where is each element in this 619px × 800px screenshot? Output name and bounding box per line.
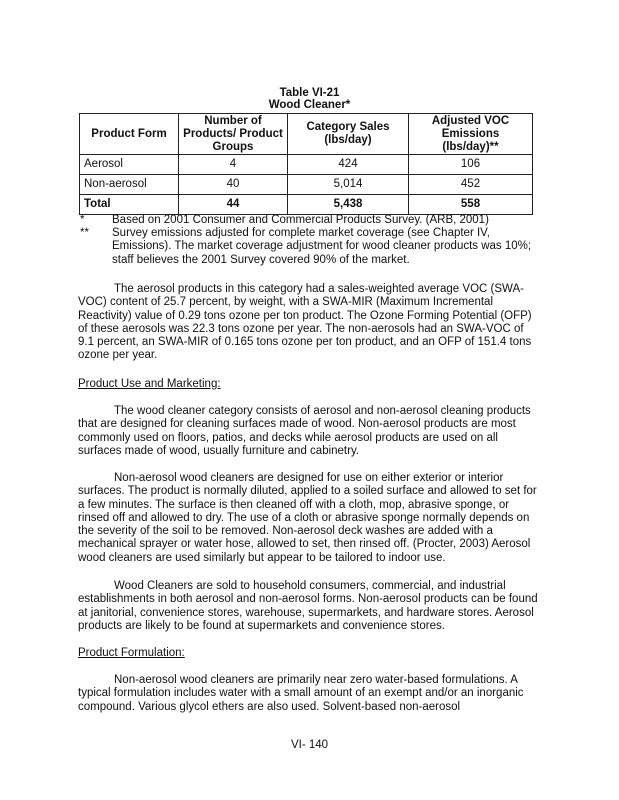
col-header-number-of-products: Number of Products/ Product Groups	[179, 114, 288, 155]
cell-voc: 558	[409, 195, 533, 215]
paragraph-non-aerosol-use: Non-aerosol wood cleaners are designed for use on either exterior or interior surfaces. The product is normally diluted, applied to a soiled surface and allowed to set for a few minutes. The surface is then cleaned off with a cloth, mop, abrasive sponge, or rinsed off and allowed to dry. The use of a cloth or abrasive sponge normally depends on the severity of the soil to be removed. Non-aerosol deck washes are added with a mechanical sprayer or water hose, allowed to set, then rinsed off. (Procter, 2003) Aerosol wood cleaners are used similarly but appear to be tailored to indoor use.	[78, 472, 537, 564]
cell-number: 40	[179, 175, 288, 195]
table-number: Table VI-21	[279, 87, 340, 99]
paragraph-formulation: Non-aerosol wood cleaners are primarily near zero water-based formulations. A typical formulation includes water with a small amount of an exempt and/or an inorganic compound. Various glycol ethers are also used. Solvent-based non-aerosol	[78, 674, 524, 713]
cell-sales: 424	[288, 155, 409, 175]
col-header-product-form: Product Form	[80, 114, 179, 155]
footnote	[80, 214, 540, 227]
cell-number: 44	[179, 195, 288, 215]
paragraph-sales-channels: Wood Cleaners are sold to household consumers, commercial, and industrial establishments in both aerosol and non-aerosol forms. Non-aerosol products can be found at janitorial, convenience stores, warehouse, supermarkets, and hardware stores. Aerosol products are likely to be found at supermarkets and convenience stores.	[78, 580, 538, 632]
cell-voc: 106	[409, 155, 533, 175]
col-header-category-sales: Category Sales (lbs/day)	[288, 114, 409, 155]
footnote	[80, 227, 540, 267]
table-total-row	[80, 195, 533, 215]
heading-product-use: Product Use and Marketing:	[78, 378, 221, 390]
table-header-row	[80, 114, 533, 155]
footnote-text: Survey emissions adjusted for complete market coverage (see Chapter IV, Emissions). The market coverage adjustment for wood cleaner products was 10%; staff believes the 2001 Survey covered 90% of the market.	[112, 227, 532, 266]
paragraph-aerosol-voc: The aerosol products in this category had a sales-weighted average VOC (SWA-VOC) content of 25.7 percent, by weight, with a SWA-MIR (Maximum Incremental Reactivity) value of 0.29 tons ozone per ton product. The Ozone Forming Potential (OFP) of these aerosols was 22.3 tons ozone per year. The non-aerosols had an SWA-VOC of 9.1 percent, an SWA-MIR of 0.165 tons ozone per ton product, and an OFP of 151.4 tons ozone per year.	[78, 283, 532, 362]
footnotes	[80, 214, 540, 267]
cell-voc: 452	[409, 175, 533, 195]
table-row	[80, 155, 533, 175]
paragraph-category: The wood cleaner category consists of aerosol and non-aerosol cleaning products that are designed for cleaning surfaces made of wood. Non-aerosol products are most commonly used on floors, patios, and decks while aerosol products are used on all surfaces made of wood, usually furniture and cabinetry.	[78, 405, 531, 457]
footnote-text: Based on 2001 Consumer and Commercial Products Survey. (ARB, 2001)	[112, 214, 489, 226]
heading-product-formulation: Product Formulation:	[78, 647, 185, 659]
cell-product-form: Non-aerosol	[80, 175, 179, 195]
cell-number: 4	[179, 155, 288, 175]
footnote-mark: **	[80, 227, 89, 240]
page-number: VI- 140	[290, 739, 329, 751]
cell-product-form: Total	[80, 195, 179, 215]
table-caption: Wood Cleaner*	[268, 99, 351, 111]
col-header-adjusted-voc: Adjusted VOC Emissions (lbs/day)**	[409, 114, 533, 155]
cell-sales: 5,014	[288, 175, 409, 195]
footnote-mark: *	[80, 214, 85, 226]
table-row	[80, 175, 533, 195]
wood-cleaner-table	[79, 113, 533, 215]
cell-sales: 5,438	[288, 195, 409, 215]
cell-product-form: Aerosol	[80, 155, 179, 175]
